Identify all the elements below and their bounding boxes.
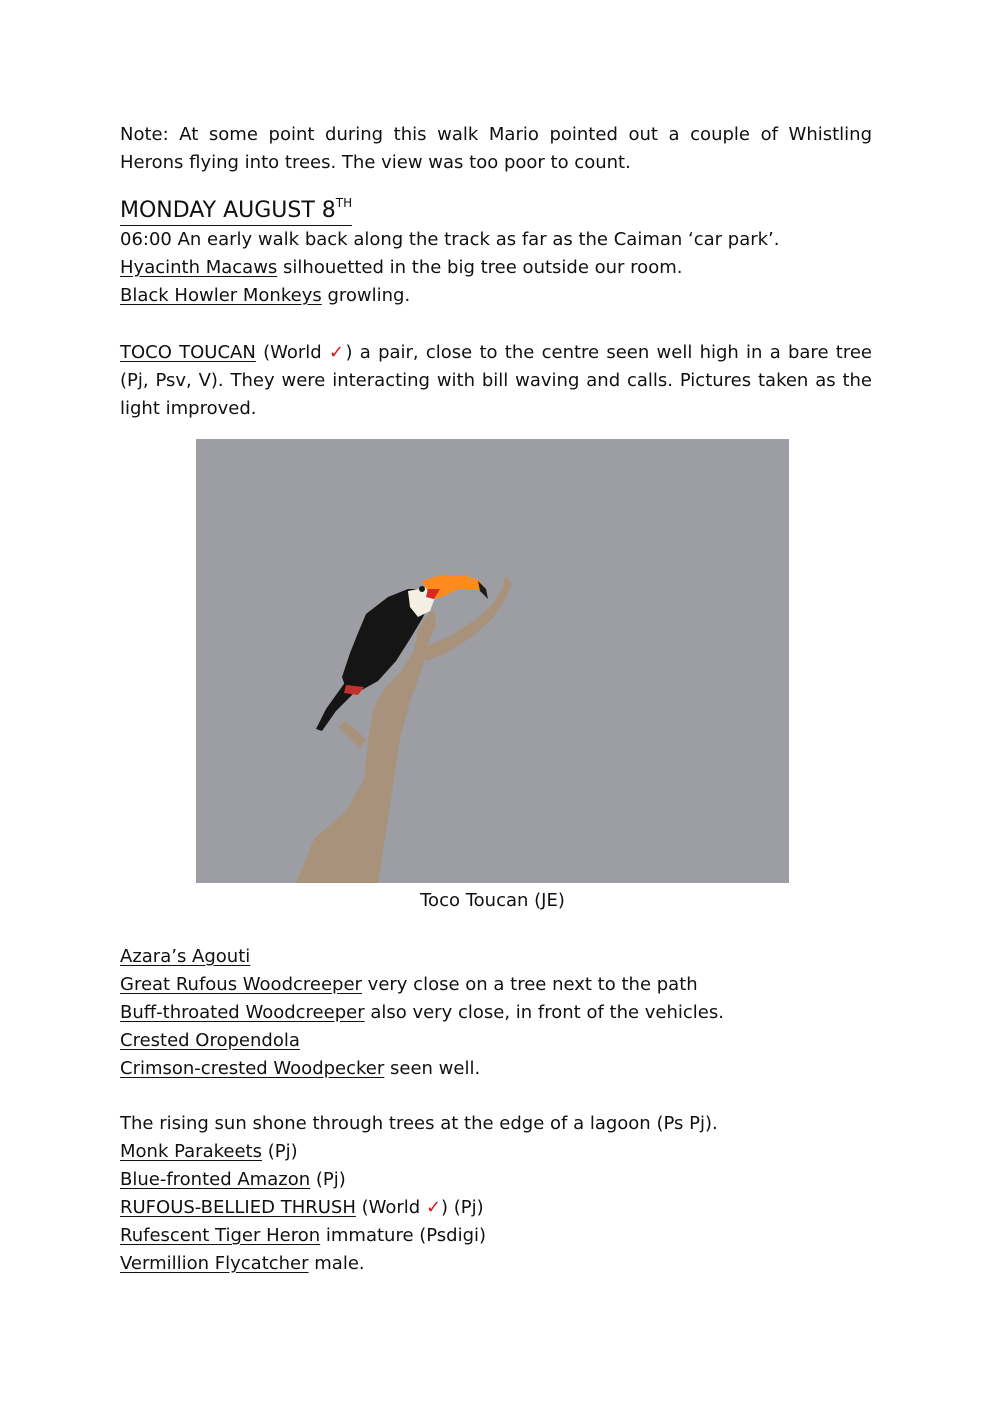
- species-name: TOCO TOUCAN: [120, 342, 256, 363]
- thrush-world-label: (World: [355, 1197, 426, 1218]
- species-name: Black Howler Monkeys: [120, 285, 322, 306]
- list-item: [120, 999, 872, 1027]
- toucan-world-label: (World: [255, 342, 329, 363]
- list-item: [120, 1166, 872, 1194]
- sky-background: [196, 439, 789, 883]
- list-item: [120, 971, 872, 999]
- species-note: very close on a tree next to the path: [361, 974, 698, 995]
- list-item: [120, 943, 872, 971]
- toucan-illustration: [196, 439, 789, 883]
- list-item: [120, 1138, 872, 1166]
- thrush-note: ) (Pj): [441, 1197, 484, 1218]
- species-name: Vermillion Flycatcher: [120, 1253, 309, 1274]
- species-name: Buff-throated Woodcreeper: [120, 1002, 365, 1023]
- list-item: [120, 1222, 872, 1250]
- species-note: immature (Psdigi): [320, 1225, 487, 1246]
- species-name: Hyacinth Macaws: [120, 257, 278, 278]
- list-item: [120, 254, 872, 282]
- list-item: [120, 1055, 872, 1083]
- day-heading: [120, 197, 352, 226]
- day-section: [120, 197, 872, 310]
- toucan-paragraph: [120, 339, 872, 423]
- intro-line: 06:00 An early walk back along the track as far as the Caiman ‘car park’.: [120, 229, 780, 250]
- lagoon-paragraph: The rising sun shone through trees at the edge of a lagoon (Ps Pj).: [120, 1113, 718, 1134]
- check-mark-icon: ✓: [328, 342, 346, 363]
- day-heading-text: MONDAY AUGUST 8: [120, 198, 336, 223]
- species-name: RUFOUS-BELLIED THRUSH: [120, 1197, 356, 1218]
- toucan-photo: [196, 439, 789, 883]
- list-item: [120, 1194, 872, 1222]
- day-heading-suffix: TH: [335, 196, 353, 210]
- species-note: (Pj): [310, 1169, 346, 1190]
- check-mark-icon: ✓: [425, 1197, 442, 1218]
- list-item: [120, 282, 872, 310]
- toucan-section: [120, 339, 872, 423]
- species-name: Azara’s Agouti: [120, 946, 251, 967]
- species-note: male.: [308, 1253, 365, 1274]
- species-name: Crimson-crested Woodpecker: [120, 1058, 385, 1079]
- species-name: Crested Oropendola: [120, 1030, 300, 1051]
- species-note: growling.: [321, 285, 411, 306]
- list-item: [120, 1027, 872, 1055]
- toucan-description: ) a pair, close to the centre seen well high in a bare tree (Pj, Psv, V). They were interacting with bill waving and calls. Pictures taken as the light improved.: [120, 342, 872, 419]
- photo-caption: Toco Toucan (JE): [420, 890, 565, 911]
- list-item: [120, 1250, 872, 1278]
- note-paragraph: Note: At some point during this walk Mario pointed out a couple of Whistling Herons flying into trees. The view was too poor to count.: [120, 124, 872, 173]
- species-name: Rufescent Tiger Heron: [120, 1225, 321, 1246]
- species-name: Monk Parakeets: [120, 1141, 262, 1162]
- species-note: also very close, in front of the vehicles.: [364, 1002, 724, 1023]
- species-note: silhouetted in the big tree outside our room.: [277, 257, 683, 278]
- note-block: [120, 121, 872, 177]
- species-note: seen well.: [384, 1058, 481, 1079]
- species-note: (Pj): [261, 1141, 298, 1162]
- species-name: Blue-fronted Amazon: [120, 1169, 311, 1190]
- toucan-eye: [419, 586, 425, 592]
- species-list: [120, 943, 872, 1083]
- lagoon-section: [120, 1110, 872, 1278]
- species-name: Great Rufous Woodcreeper: [120, 974, 362, 995]
